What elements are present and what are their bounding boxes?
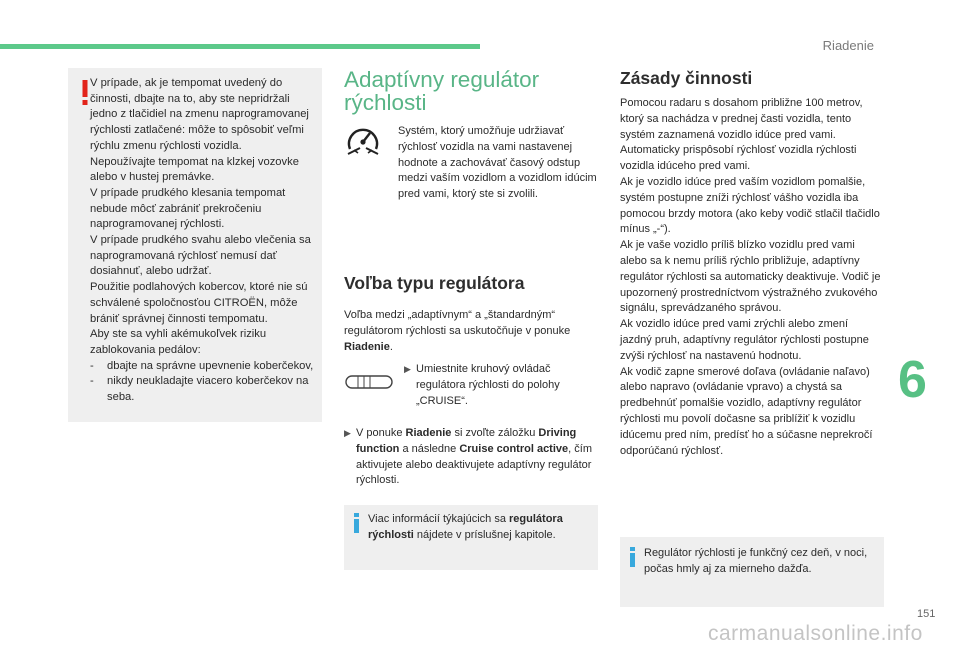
adaptive-intro: Systém, ktorý umožňuje udržiavať rýchlosť vozidla na vami nastavenej hodnote a zachovávať časový odstup medzi vaším vozidlom a vozidlom idúcim pred vami, ktorý ste si zvolili.: [398, 125, 597, 201]
info-text: Regulátor rýchlosti je funkčný cez deň, v noci, počas hmly aj za mierneho dažďa.: [644, 547, 868, 575]
warning-box: [68, 68, 322, 422]
warning-paragraph: V prípade, ak je tempomat uvedený do činnosti, dbajte na to, aby ste nepridržali jedno z tlačidiel na zmenu naprogramovanej rýchlosti zatlačené: môže to spôsobiť veľmi rýchlu zmenu rýchlosti vozidla.: [90, 77, 309, 152]
adaptive-column: [344, 67, 600, 487]
warning-paragraph: V prípade prudkého svahu alebo vlečenia sa naprogramovaná rýchlosť nemusí dať dosiahnuť, alebo udržať.: [90, 234, 311, 278]
page-number: 151: [917, 608, 936, 620]
principles-line: Ak vozidlo idúce pred vami zrýchli alebo zmení jazdný pruh, adaptívny regulátor rýchlosti postupne zvýši rýchlosť na nastavenú hodnotu.: [620, 318, 869, 362]
warning-paragraph: Aby ste sa vyhli akémukoľvek riziku zablokovania pedálov:: [90, 328, 267, 356]
warning-paragraph: Použitie podlahových kobercov, ktoré nie sú schválené spoločnosťou CITROËN, môže brániť správnej činnosti tempomatu.: [90, 281, 308, 325]
principles-line: Automaticky prispôsobí rýchlosť vozidla rýchlosti vozidla idúceho pred vami.: [620, 144, 857, 173]
step-marker: ▶: [404, 364, 411, 374]
warning-paragraph: V prípade prudkého klesania tempomat nebude môcť zabrániť prekročeniu naprogramovanej rýchlosti.: [90, 186, 286, 231]
warning-list-item: - dbajte na správne upevnenie koberčekov,: [90, 359, 314, 372]
info-box-principles: [620, 537, 884, 607]
section-title: Riadenie: [822, 38, 874, 53]
step-1-text: Umiestnite kruhový ovládač regulátora rýchlosti do polohy „CRUISE“.: [416, 363, 560, 407]
warning-list-item: - nikdy neukladajte viacero koberčekov na seba.: [90, 375, 309, 404]
cruise-stalk-icon: [344, 362, 394, 402]
step-marker: ▶: [344, 428, 351, 438]
info-box-selection: [344, 505, 598, 570]
watermark: carmanualsonline.info: [708, 622, 923, 645]
info-icon: [628, 547, 637, 567]
principles-text: [620, 96, 882, 459]
selection-title: Voľba typu regulátora: [344, 273, 525, 293]
header-accent-bar: [0, 44, 480, 49]
principles-line: Ak je vaše vozidlo príliš blízko vozidlu pred vami alebo sa k nemu príliš rýchlo približuje, adaptívny regulátor rýchlosti sa automaticky deaktivuje. Vodič je upozornený prostredníctvom výstražného zvukového signálu, sprevádzaného správou.: [620, 239, 881, 315]
principles-line: Ak je vozidlo idúce pred vaším vozidlom pomalšie, systém postupne zníži rýchlosť vášho vozidla iba pomocou brzdy motora (ako keby vodič stlačil tlačidlo mínus „-“).: [620, 175, 880, 236]
step-2: [344, 426, 600, 489]
step-1: [344, 362, 598, 409]
adaptive-title: Adaptívny regulátor rýchlosti: [344, 67, 540, 115]
info-icon: [352, 513, 361, 533]
info-text: Viac informácií týkajúcich sa regulátora rýchlosti nájdete v príslušnej kapitole.: [368, 513, 563, 541]
chapter-number: 6: [898, 351, 927, 409]
selection-text: Voľba medzi „adaptívnym“ a „štandardným“ regulátorom rýchlosti sa uskutočňuje v ponuke Riadenie.: [344, 309, 571, 353]
principles-column: [620, 68, 884, 457]
warning-paragraph: Nepoužívajte tempomat na klzkej vozovke alebo v hustej premávke.: [90, 155, 299, 184]
principles-line: Ak vodič zapne smerové doľava (ovládanie naľavo) alebo napravo (ovládanie vpravo) a chystá sa predbehnúť pomalšie vozidlo, adaptívny regulátor rýchlosti mu povolí dočasne sa priblížiť k vozidlu idúcemu pred ním, predísť ho a súčasne neprekročí odporúčanú rýchlosť.: [620, 365, 873, 457]
warning-text: [90, 76, 316, 406]
principles-title: Zásady činnosti: [620, 68, 753, 88]
principles-line: Pomocou radaru s dosahom približne 100 metrov, ktorý sa nachádza v prednej časti vozidla, tento systém zaznamená vozidlo idúce pred vami.: [620, 97, 863, 141]
adaptive-cruise-icon: [344, 125, 382, 157]
warning-icon: [80, 80, 90, 106]
step-2-text: V ponuke Riadenie si zvoľte záložku Driving function a následne Cruise control active, čím aktivujete alebo deaktivujete adaptívny regulátor rýchlosti.: [356, 427, 592, 487]
